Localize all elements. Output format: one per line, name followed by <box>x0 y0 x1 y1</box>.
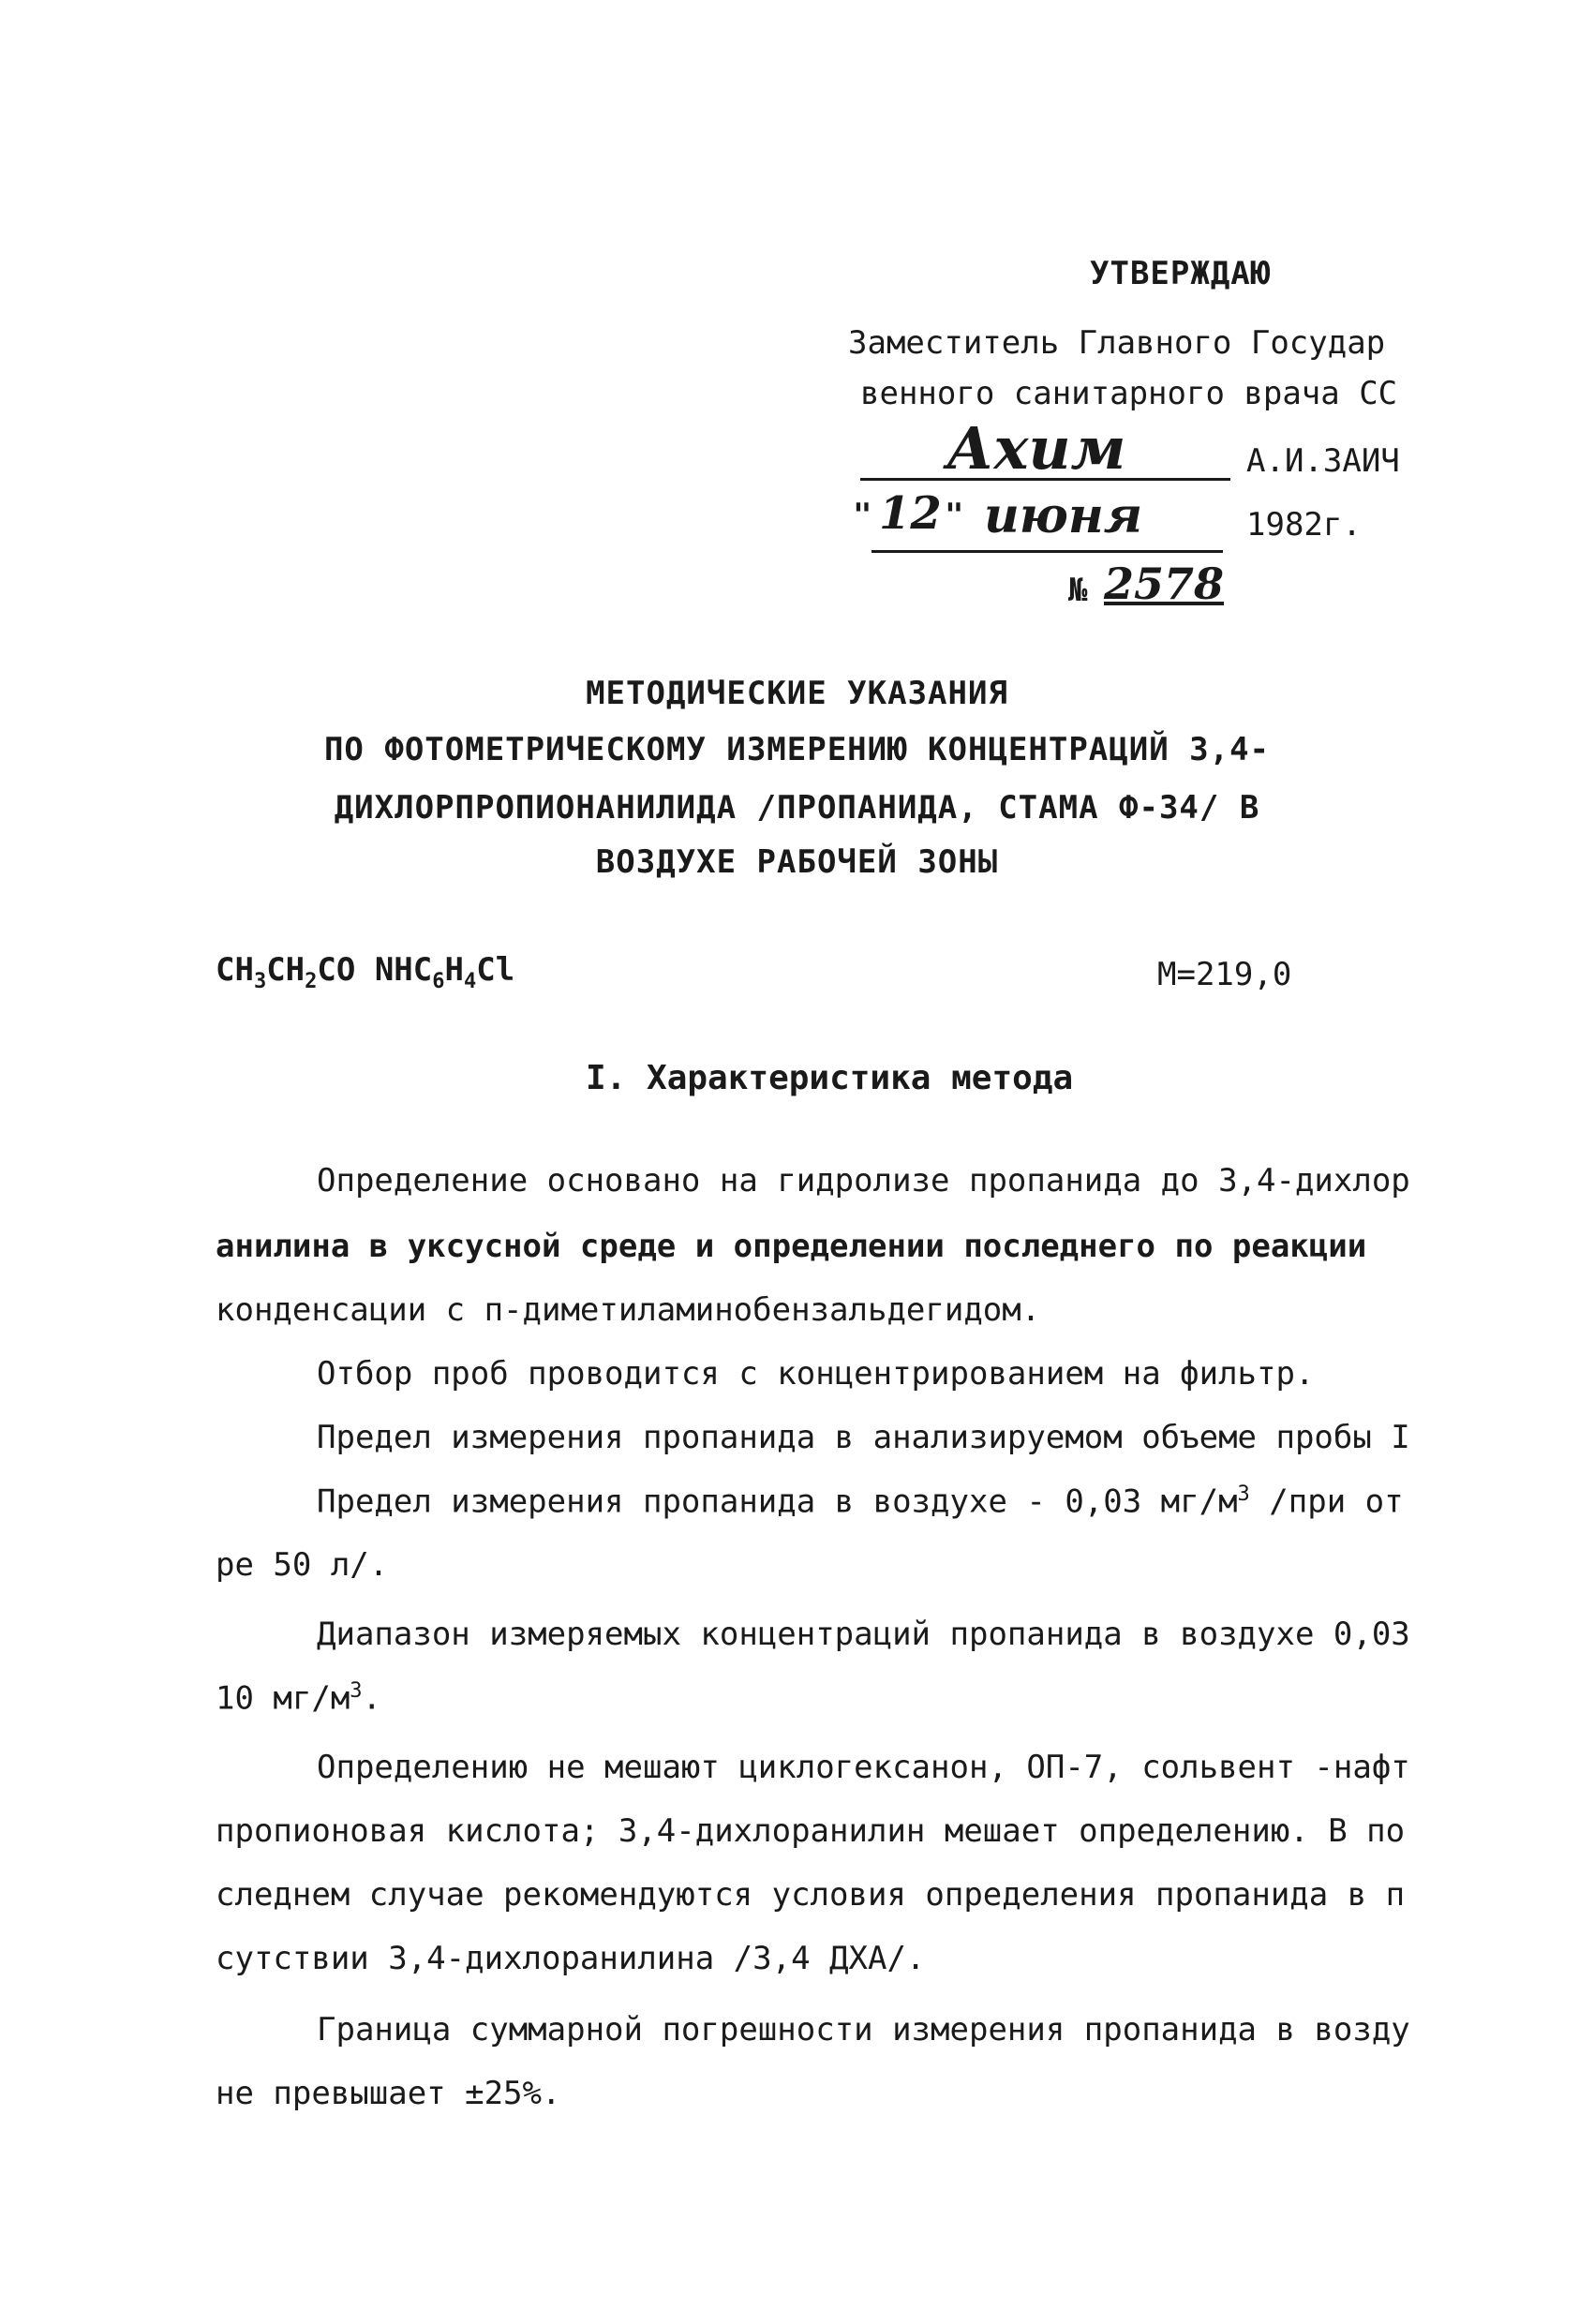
date-close-quote: " <box>945 497 964 534</box>
body-line-9: 10 $мг/м^3$. <box>216 1679 382 1718</box>
approval-line-2: венного санитарного врача СС <box>860 375 1398 412</box>
signatory-name: А.И.ЗАИЧ <box>1246 442 1400 480</box>
body-line-4: Отбор проб проводится с концентрированием на фильтр. <box>317 1355 1315 1393</box>
number-sign: № <box>1068 572 1088 609</box>
body-line-12: следнем случае рекомендуются условия определения пропанида в п <box>216 1876 1406 1914</box>
title-line-4: ВОЗДУХЕ РАБОЧЕЙ ЗОНЫ <box>595 843 999 881</box>
molar-mass: М=219,0 <box>1157 956 1292 993</box>
date-open-quote: " <box>853 497 872 534</box>
approval-line-1: Заместитель Главного Государ <box>848 324 1386 362</box>
body-line-5: Предел измерения пропанида в анализируемом объеме пробы I <box>317 1419 1410 1456</box>
date-month-handwritten: июня <box>984 487 1143 544</box>
approval-stamp: УТВЕРЖДАЮ <box>1090 255 1272 292</box>
document-number-handwritten: 2578 <box>1104 559 1225 609</box>
title-line-3: ДИХЛОРПРОПИОНАНИЛИДА /ПРОПАНИДА, СТАМА Ф-34/ В <box>334 789 1260 827</box>
body-line-11: пропионовая кислота; 3,4-дихлоранилин мешает определению. В по <box>216 1812 1406 1850</box>
body-line-1: Определение основано на гидролизе пропанида до 3,4-дихлор <box>317 1162 1410 1199</box>
body-line-8: Диапазон измеряемых концентраций пропанида в воздухе 0,03 <box>317 1616 1410 1653</box>
body-line-6: Предел измерения пропанида в воздухе - 0,03 $мг/м^3$ /при от <box>317 1482 1404 1521</box>
date-year: 1982г. <box>1246 506 1362 544</box>
body-line-3: конденсации с п-диметиламинобензальдегидом. <box>216 1291 1041 1329</box>
date-day-handwritten: 12 <box>879 487 942 540</box>
body-line-10: Определению не мешают циклогексанон, ОП-7, сольвент -нафт <box>317 1749 1410 1786</box>
title-line-1: МЕТОДИЧЕСКИЕ УКАЗАНИЯ <box>586 675 1008 712</box>
body-line-14: Граница суммарной погрешности измерения пропанида в возду <box>317 2011 1410 2048</box>
date-underline <box>871 548 1223 553</box>
body-line-7: ре 50 л/. <box>216 1546 389 1584</box>
body-line-2: анилина в уксусной среде и определении последнего по реакции <box>216 1228 1367 1265</box>
body-line-13: сутствии 3,4-дихлоранилина /3,4 ДХА/. <box>216 1940 926 1977</box>
handwritten-signature: Ахим <box>946 414 1126 483</box>
title-line-2: ПО ФОТОМЕТРИЧЕСКОМУ ИЗМЕРЕНИЮ КОНЦЕНТРАЦИЙ 3,4- <box>323 731 1271 768</box>
chemical-formula: $CH_3CH_2CO$ $NHC_6H_4Cl$ <box>216 951 515 993</box>
body-line-15: не превышает ±25%. <box>216 2075 561 2112</box>
section-heading: I. Характеристика метода <box>586 1059 1074 1097</box>
